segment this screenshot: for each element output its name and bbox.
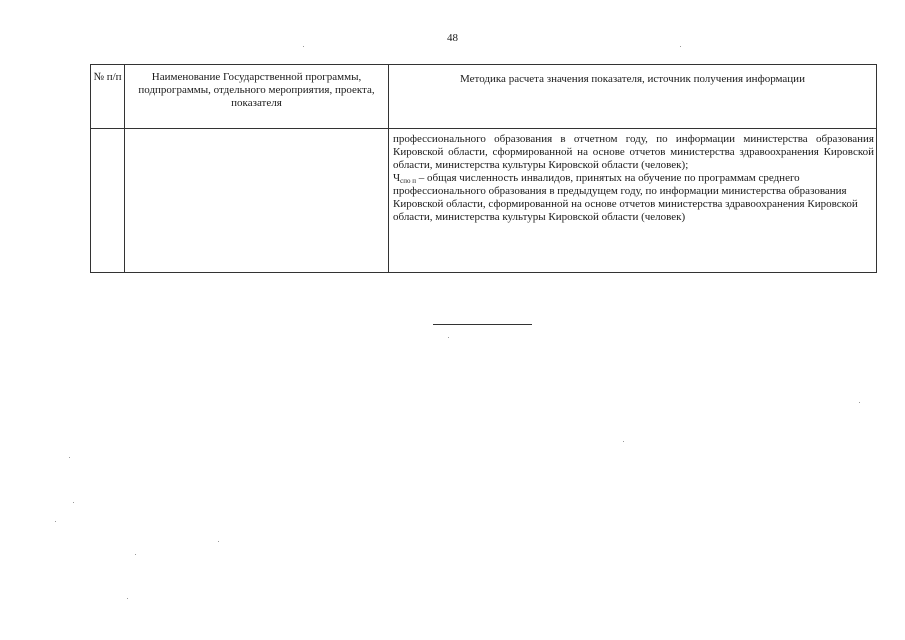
cell-num <box>91 129 125 273</box>
scan-speck <box>218 541 219 542</box>
header-name: Наименование Государственной программы, подпрограммы, отдельного мероприятия, проекта, показателя <box>125 65 389 129</box>
scan-speck <box>623 441 624 442</box>
cell-method <box>389 129 877 273</box>
header-method: Методика расчета значения показателя, источник получения информации <box>389 65 877 129</box>
variable-subscript: спо п <box>400 177 417 185</box>
scan-speck <box>127 598 128 599</box>
variable-definition: – общая численность инвалидов, принятых на обучение по программам среднего профессионального образования в предыдущем году, по информации министерства образования Кировской области, сформированной на основе отчетов министерства здравоохранения Кировской области, министерства культуры Кировской области (человек) <box>393 172 858 223</box>
table-header-row <box>91 65 877 129</box>
variable-name <box>393 172 416 184</box>
indicator-table <box>90 64 877 273</box>
scan-speck <box>73 502 74 503</box>
scan-speck <box>69 457 70 458</box>
method-paragraph-1: профессионального образования в отчетном году, по информации министерства образования Кировской области, сформированной на основе отчетов министерства здравоохранения Кировской области, министерства культуры Кировской области (человек); <box>393 133 874 171</box>
variable-symbol: Ч <box>393 172 401 184</box>
scan-speck <box>303 46 304 47</box>
method-paragraph-2 <box>393 172 874 224</box>
end-separator-line <box>433 324 532 325</box>
cell-name <box>125 129 389 273</box>
scan-speck <box>448 337 449 338</box>
scan-speck <box>859 402 860 403</box>
scan-speck <box>680 46 681 47</box>
header-num: № п/п <box>91 65 125 129</box>
scan-speck <box>55 521 56 522</box>
scan-speck <box>135 554 136 555</box>
table-row <box>91 129 877 273</box>
page-number: 48 <box>447 32 458 44</box>
